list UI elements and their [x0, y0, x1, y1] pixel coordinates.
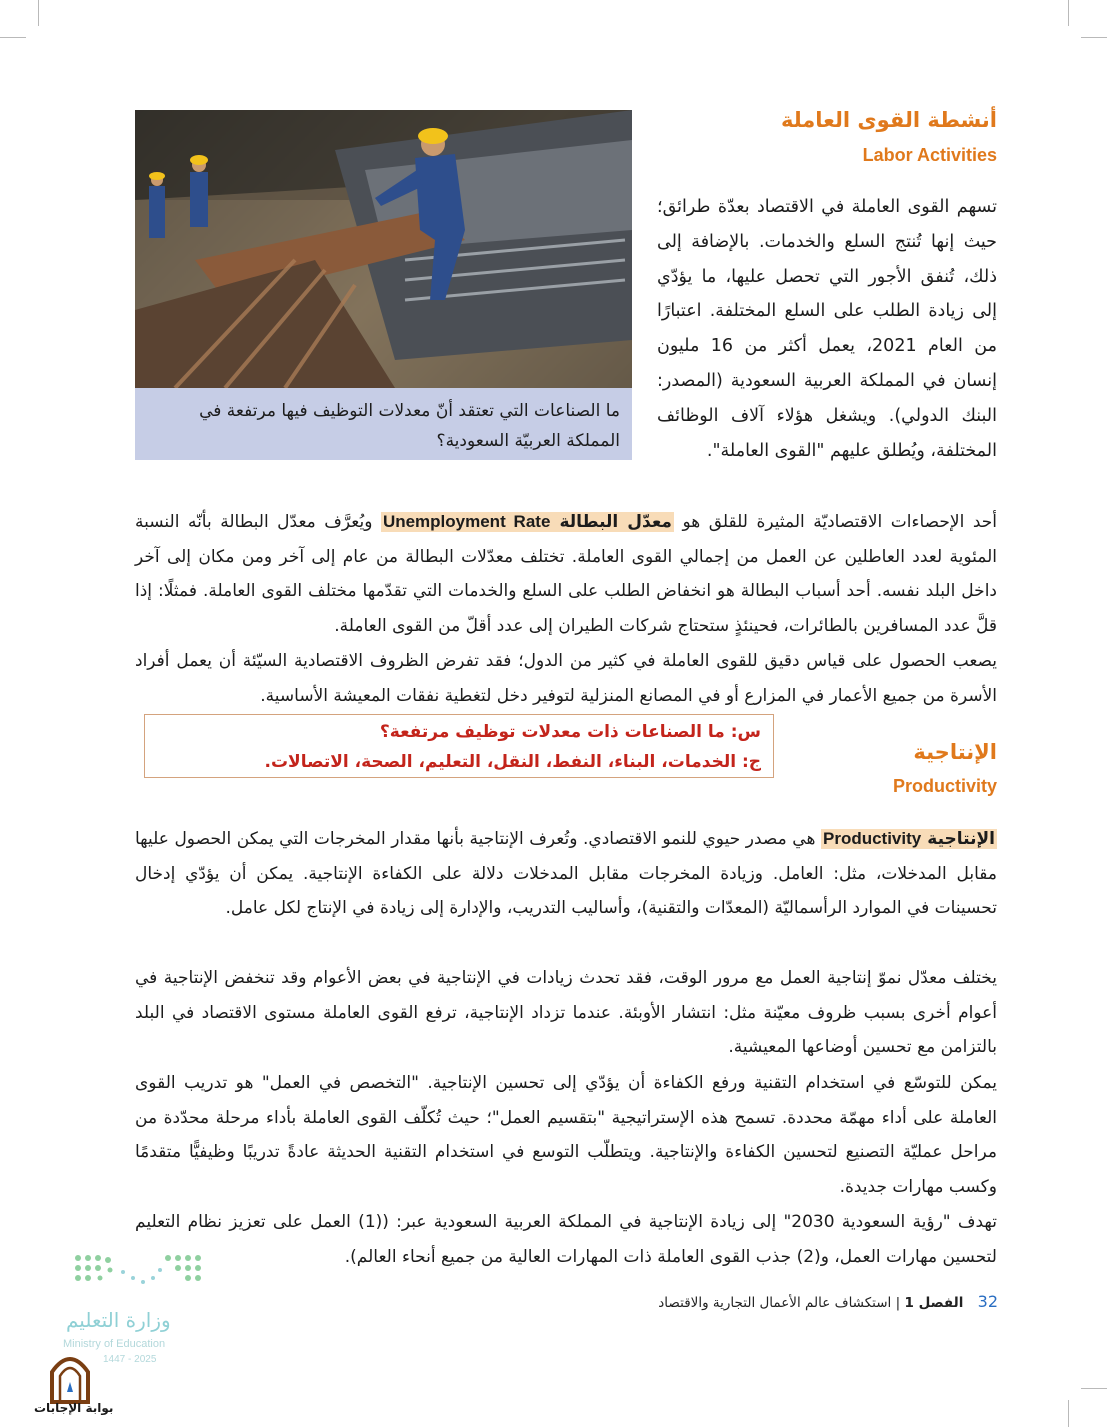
crop-mark — [0, 37, 26, 38]
section-title-labor-activities-ar: أنشطة القوى العاملة — [780, 108, 997, 132]
unemployment-definition-text: ويُعرَّف معدّل البطالة بأنّه النسبة المئوية لعدد العاطلين عن العمل من إجمالي القوى العاملة. تختلف معدّلات البطالة من عام إلى آخر ومن مكان إلى آخر داخل البلد نفسه. أحد أسباب البطالة هو انخفاض الطلب على السلع والخدمات التي تقدّمها مختلف القوى العاملة. فمثلًا: إذا قلَّ عدد المسافرين بالطائرات، فحينئذٍ ستحتاج شركات الطيران إلى عدد أقلّ من القوى العاملة. — [135, 512, 997, 636]
factory-scene-illustration — [135, 110, 632, 388]
specialization-paragraph: يمكن للتوسّع في استخدام التقنية ورفع الكفاءة أن يؤدّي إلى تحسين الإنتاجية. "التخصص في العمل" هو تدريب القوى العاملة على أداء مهمّة محددة. تسمح هذه الإستراتيجية "بتقسيم العمل"؛ حيث تُكلّف القوى العاملة بأداء مرحلة محدّدة من مراحل عمليّة التصنيع لتحسين الكفاءة والإنتاجية. ويتطلّب التوسع في استخدام التقنية الحديثة عادةً تدريبًا وظيفيًّا متقدمًا وكسب مهارات جديدة. — [135, 1073, 997, 1197]
ministry-year: 2025 - 1447 — [103, 1354, 157, 1365]
factory-workers-photo — [135, 110, 632, 388]
vision-2030-paragraph: تهدف "رؤية السعودية 2030" إلى زيادة الإنتاجية في المملكة العربية السعودية عبر: ((1) العمل على تعزيز نظام التعليم لتحسين مهارات العمل، و(2) جذب القوى العاملة ذات المهارات العالية من جميع أنحاء العالم). — [135, 1212, 997, 1267]
productivity-growth-paragraph: يختلف معدّل نموّ إنتاجية العمل مع مرور الوقت، فقد تحدث زيادات في الإنتاجية في بعض الأعوام وقد تنخفض الإنتاجية في أعوام أخرى بسبب ظروف معيّنة مثل: انتشار الأوبئة. عندما تزداد الإنتاجية، ترفع القوى العاملة مستوى الاقتصاد في البلد بالتزامن مع تحسين أوضاعها المعيشية. — [135, 968, 997, 1058]
chapter-title: استكشاف عالم الأعمال التجارية والاقتصاد — [658, 1295, 892, 1311]
term-en: Unemployment Rate — [382, 512, 551, 531]
labor-measurement-paragraph: يصعب الحصول على قياس دقيق للقوى العاملة في كثير من الدول؛ فقد تفرض الظروف الاقتصادية السيّئة أن يعمل أفراد الأسرة من جميع الأعمار في المزارع أو في المصانع المنزلية لتوفير دخل لتغطية نفقات المعيشة الأساسية. — [135, 651, 997, 706]
intro-paragraph: تسهم القوى العاملة في الاقتصاد بعدّة طرائق؛ حيث إنها تُنتج السلع والخدمات. بالإضافة إلى ذلك، تُنفق الأجور التي تحصل عليها، ما يؤدّي إلى زيادة الطلب على السلع المختلفة. اعتبارًا من العام 2021، يعمل أكثر من 16 مليون إنسان في المملكة العربية السعودية (المصدر: البنك الدولي). ويشغل هؤلاء آلاف الوظائف المختلفة، ويُطلق عليهم "القوى العاملة". — [657, 197, 997, 461]
section-title-productivity-en: Productivity — [892, 776, 997, 796]
gate-arch-icon — [30, 1348, 110, 1404]
ministry-name-ar: وزارة التعليم — [66, 1308, 171, 1332]
section-title-productivity-ar: الإنتاجية — [913, 740, 997, 764]
term-en: Productivity — [822, 829, 922, 848]
crop-mark — [1081, 37, 1107, 38]
unemployment-rate-term — [381, 512, 674, 532]
page-number: 32 — [977, 1292, 998, 1311]
ministry-name-en: Ministry of Education — [63, 1338, 166, 1350]
term-ar: الإنتاجية — [927, 829, 995, 849]
crop-mark — [38, 0, 39, 26]
crop-mark — [1068, 1400, 1069, 1427]
term-ar: معدّل البطالة — [559, 512, 672, 532]
section-title-labor-activities-en: Labor Activities — [862, 145, 997, 165]
unemployment-paragraph — [135, 505, 997, 643]
page-footer — [628, 1292, 998, 1316]
productivity-term — [821, 829, 997, 849]
unemployment-intro-text: أحد الإحصاءات الاقتصاديّة المثيرة للقلق هو — [682, 512, 998, 532]
answers-gateway-label: بوابة الإجابات — [34, 1401, 114, 1415]
ministry-dots-icon — [68, 1250, 208, 1300]
photo-caption: ما الصناعات التي تعتقد أنّ معدلات التوظيف فيها مرتفعة في المملكة العربيّة السعودية؟ — [135, 388, 632, 460]
productivity-definition-paragraph — [135, 822, 997, 926]
chapter-label: الفصل 1 — [904, 1295, 964, 1311]
question-text: س: ما الصناعات ذات معدلات توظيف مرتفعة؟ — [379, 722, 761, 742]
answer-text: ج: الخدمات، البناء، النفط، النقل، التعليم، الصحة، الاتصالات. — [264, 752, 761, 772]
crop-mark — [1068, 0, 1069, 26]
crop-mark — [1081, 1388, 1107, 1389]
footer-separator: | — [895, 1295, 901, 1311]
productivity-definition-text: هي مصدر حيوي للنمو الاقتصادي. وتُعرف الإنتاجية بأنها مقدار المخرجات التي يمكن الحصول عليها مقابل المدخلات، مثل: العامل. وزيادة المخرجات مقابل المدخلات دلالة على الكفاءة الإنتاجية. يمكن أن يؤدّي إدخال تحسينات في الموارد الرأسماليّة (المعدّات والتقنية)، وأساليب التدريب، والإدارة إلى زيادة في الإنتاج لكل عامل. — [135, 829, 997, 919]
question-answer-box — [144, 714, 774, 778]
